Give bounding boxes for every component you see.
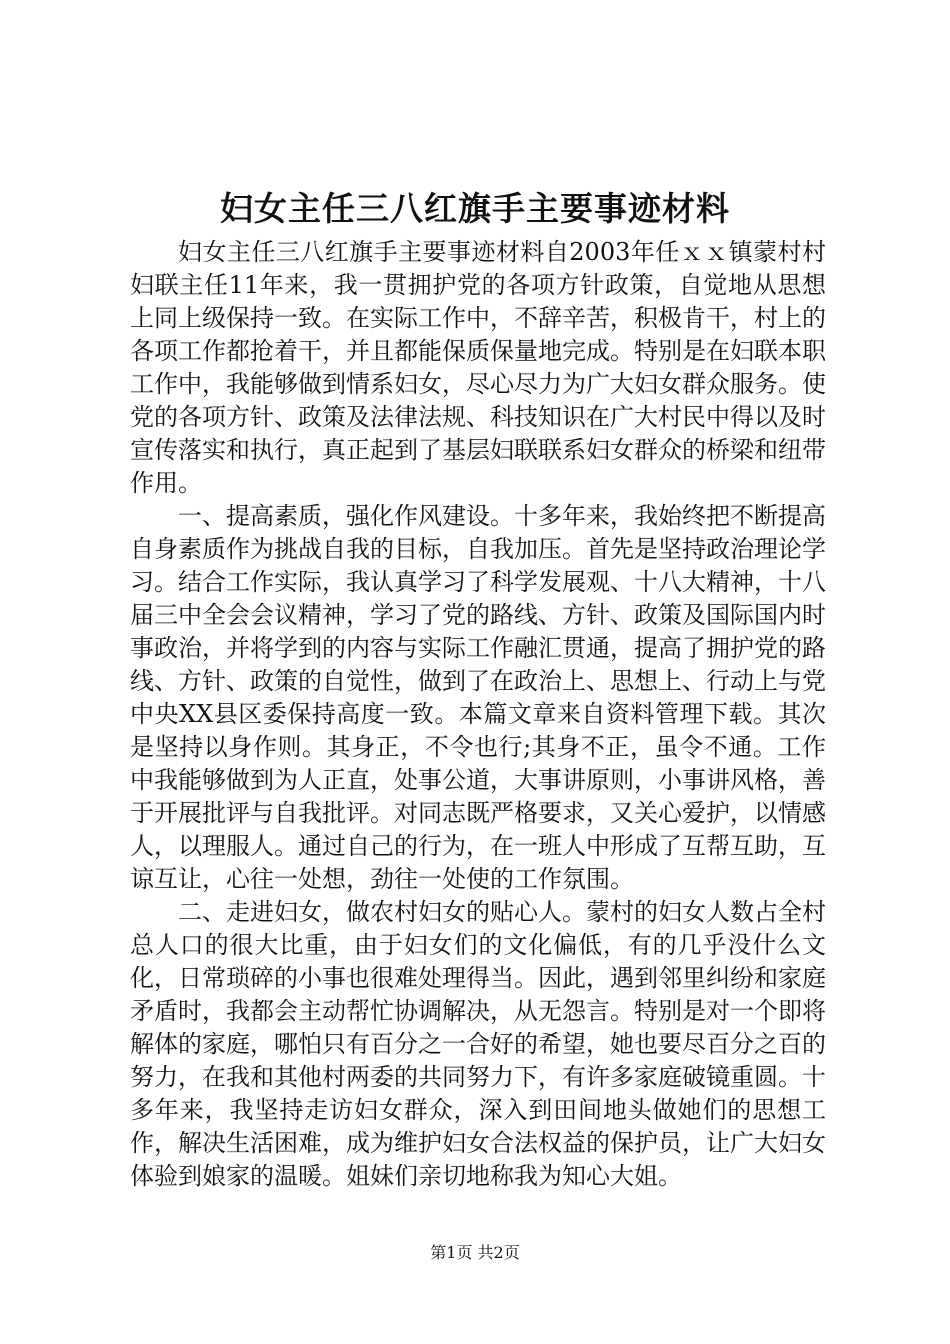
paragraph-intro: 妇女主任三八红旗手主要事迹材料自2003年任ｘｘ镇蒙村村妇联主任11年来，我一贯拥护党的各项方针政策，自觉地从思想上同上级保持一致。在实际工作中，不辞辛苦，积极肯干，村上的各项工作都抢着干，并且都能保质保量地完成。特别是在妇联本职工作中，我能够做到情系妇女，尽心尽力为广大妇女群众服务。使党的各项方针、政策及法律法规、科技知识在广大村民中得以及时宣传落实和执行，真正起到了基层妇联联系妇女群众的桥梁和纽带作用。 (130, 238, 826, 497)
document-title: 妇女主任三八红旗手主要事迹材料 (220, 189, 730, 228)
paragraph-section-1: 一、提高素质，强化作风建设。十多年来，我始终把不断提高自身素质作为挑战自我的目标，自我加压。首先是坚持政治理论学习。结合工作实际，我认真学习了科学发展观、十八大精神，十八届三中全会会议精神，学习了党的路线、方针、政策及国际国内时事政治，并将学到的内容与实际工作融汇贯通，提高了拥护党的路线、方针、政策的自觉性，做到了在政治上、思想上、行动上与党中央XX县区委保持高度一致。本篇文章来自资料管理下载。其次是坚持以身作则。其身正，不令也行;其身不正，虽令不通。工作中我能够做到为人正直，处事公道，大事讲原则，小事讲风格，善于开展批评与自我批评。对同志既严格要求，又关心爱护，以情感人，以理服人。通过自己的行为，在一班人中形成了互帮互助，互谅互让，心往一处想，劲往一处使的工作氛围。 (130, 502, 826, 893)
paragraph-section-2: 二、走进妇女，做农村妇女的贴心人。蒙村的妇女人数占全村总人口的很大比重，由于妇女们的文化偏低，有的几乎没什么文化，日常琐碎的小事也很难处理得当。因此，遇到邻里纠纷和家庭矛盾时，我都会主动帮忙协调解决，从无怨言。特别是对一个即将解体的家庭，哪怕只有百分之一合好的希望，她也要尽百分之百的努力，在我和其他村两委的共同努力下，有许多家庭破镜重圆。十多年来，我坚持走访妇女群众，深入到田间地头做她们的思想工作，解决生活困难，成为维护妇女合法权益的保护员，让广大妇女体验到娘家的温暖。姐妹们亲切地称我为知心大姐。 (130, 898, 826, 1190)
page-footer: 第1页 共2页 (430, 1243, 520, 1262)
document-body (130, 236, 826, 1193)
